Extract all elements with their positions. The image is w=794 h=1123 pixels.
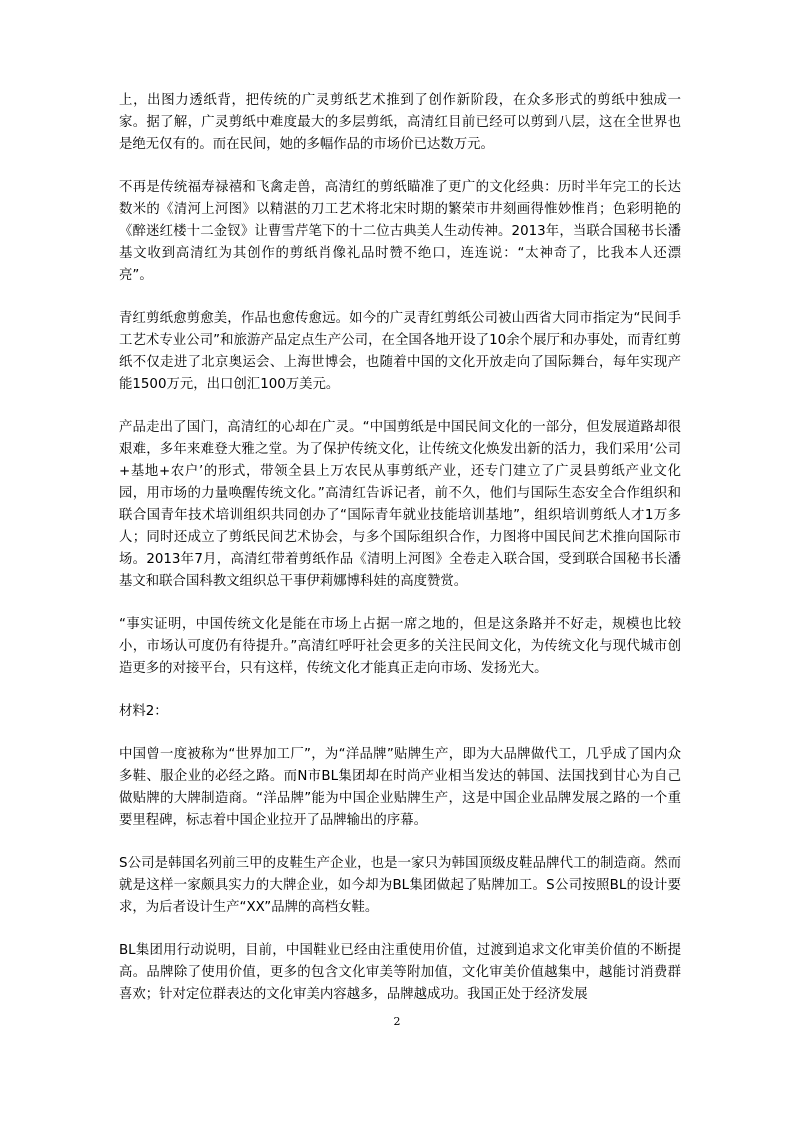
paragraph-7: S公司是韩国名列前三甲的皮鞋生产企业，也是一家只为韩国顶级皮鞋品牌代工的制造商。然而就是这样一家颇具实力的大牌企业，如今却为BL集团做起了贴牌加工。S公司按照BL的设计要求，为后者设计生产“XX”品牌的高档女鞋。 — [119, 856, 681, 915]
paragraph-8: BL集团用行动说明，目前，中国鞋业已经由注重使用价值，过渡到追求文化审美价值的不断提高。品牌除了使用价值，更多的包含文化审美等附加值，文化审美价值越集中，越能讨消费群喜欢；针对定位群表达的文化审美内容越多，品牌越成功。我国正处于经济发展 — [119, 943, 681, 1002]
page-number: 2 — [393, 1015, 401, 1028]
paragraph-2: 不再是传统福寿禄禧和飞禽走兽，高清红的剪纸瞄准了更广的文化经典：历时半年完工的长达数米的《清河上河图》以精湛的刀工艺术将北宋时期的繁荣市井刻画得惟妙惟肖；色彩明艳的《醉迷红楼十二金钗》让曹雪芹笔下的十二位古典美人生动传神。2013年，当联合国秘书长潘基文收到高清红为其创作的剪纸肖像礼品时赞不绝口，连连说：“太神奇了，比我本人还漂亮”。 — [119, 180, 681, 283]
document-body — [119, 90, 681, 1027]
section-heading-material-2: 材料2： — [119, 704, 168, 719]
paragraph-6: 中国曾一度被称为“世界加工厂”，为“洋品牌”贴牌生产，即为大品牌做代工，几乎成了国内众多鞋、服企业的必经之路。而N市BL集团却在时尚产业相当发达的韩国、法国找到甘心为自己做贴牌的大牌制造商。“洋品牌”能为中国企业贴牌生产，这是中国企业品牌发展之路的一个重要里程碑，标志着中国企业拉开了品牌输出的序幕。 — [119, 747, 681, 828]
paragraph-5: “事实证明，中国传统文化是能在市场上占据一席之地的，但是这条路并不好走，规模也比较小，市场认可度仍有待提升。”高清红呼吁社会更多的关注民间文化，为传统文化与现代城市创造更多的对接平台，只有这样，传统文化才能真正走向市场、发扬光大。 — [119, 617, 681, 676]
paragraph-3: 青红剪纸愈剪愈美，作品也愈传愈远。如今的广灵青红剪纸公司被山西省大同市指定为“民间手工艺术专业公司”和旅游产品定点生产公司，在全国各地开设了10余个展厅和办事处，而青红剪纸不仅走进了北京奥运会、上海世博会，也随着中国的文化开放走向了国际舞台，每年实现产能1500万元，出口创汇100万美元。 — [119, 311, 681, 392]
paragraph-1: 上，出图力透纸背，把传统的广灵剪纸艺术推到了创作新阶段，在众多形式的剪纸中独成一家。据了解，广灵剪纸中难度最大的多层剪纸，高清红目前已经可以剪到八层，这在全世界也是绝无仅有的。而在民间，她的多幅作品的市场价已达数万元。 — [119, 93, 681, 152]
paragraph-4: 产品走出了国门，高清红的心却在广灵。“中国剪纸是中国民间文化的一部分，但发展道路却很艰难，多年来难登大雅之堂。为了保护传统文化，让传统文化焕发出新的活力，我们采用‘公司+基地+农户’的形式，带领全县上万农民从事剪纸产业，还专门建立了广灵县剪纸产业文化园，用市场的力量唤醒传统文化。”高清红告诉记者，前不久，他们与国际生态安全合作组织和联合国青年技术培训组织共同创办了“国际青年就业技能培训基地”，组织培训剪纸人才1万多人；同时还成立了剪纸民间艺术协会，与多个国际组织合作，力图将中国民间艺术推向国际市场。2013年7月，高清红带着剪纸作品《清明上河图》全卷走入联合国，受到联合国秘书长潘基文和联合国科教文组织总干事伊莉娜博科娃的高度赞赏。 — [119, 420, 681, 589]
